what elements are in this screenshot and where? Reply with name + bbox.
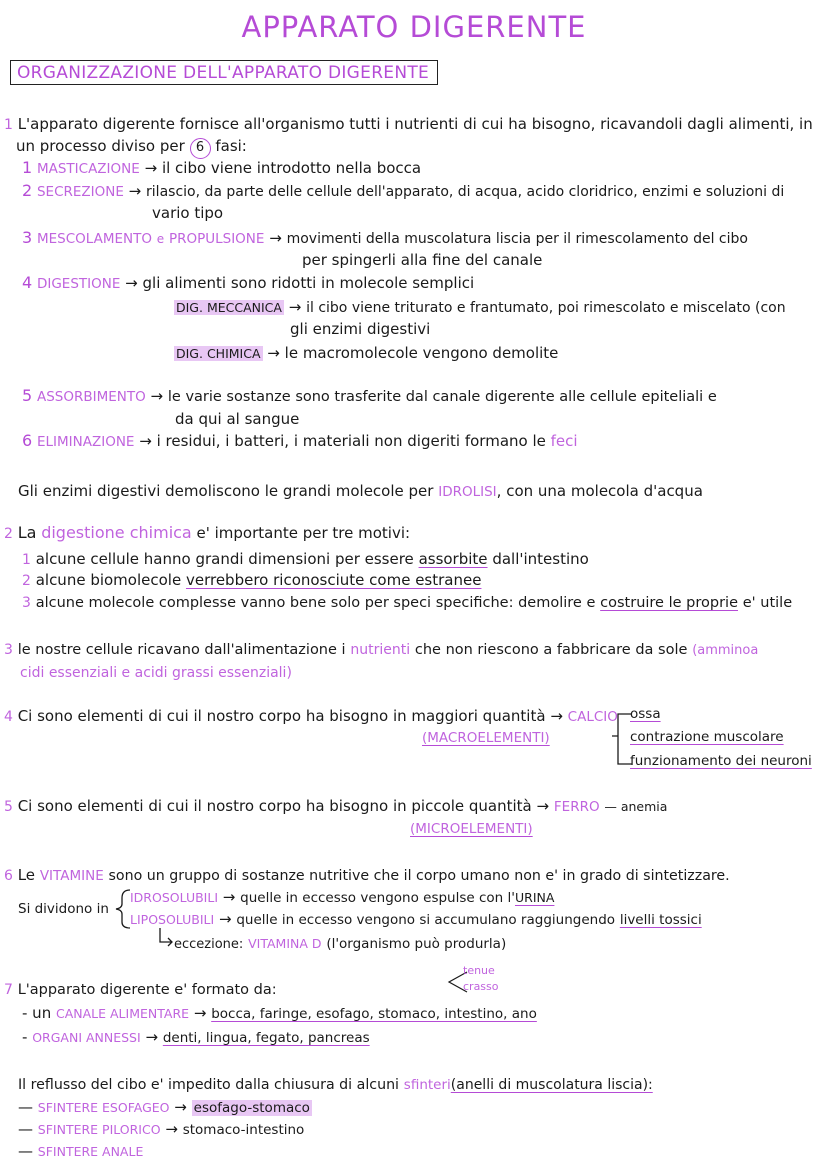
eccezione: eccezione: VITAMINA D (l'organismo può produrla) — [174, 936, 507, 952]
phase-3: 3 MESCOLAMENTO e PROPULSIONE → movimenti della muscolatura liscia per il rimescolamento del cibo — [22, 228, 748, 247]
phase-3-cont: per spingerli alla fine del canale — [302, 251, 543, 269]
phase-5-cont: da qui al sangue — [175, 410, 300, 428]
point-2-item-1: 1 alcune cellule hanno grandi dimensioni per essere assorbite dall'intestino — [22, 550, 589, 568]
organi-annessi: - ORGANI ANNESSI → denti, lingua, fegato, pancreas — [22, 1028, 370, 1046]
point-5: 5 Ci sono elementi di cui il nostro corpo ha bisogno in piccole quantità → FERRO — anemia — [4, 797, 668, 815]
point-7: 7 L'apparato digerente e' formato da: — [4, 982, 277, 998]
point-2-item-3: 3 alcune molecole complesse vanno bene solo per speci specifiche: demolire e costruire le proprie e' utile — [22, 595, 793, 611]
phase-1: 1 MASTICAZIONE → il cibo viene introdotto nella bocca — [22, 158, 422, 177]
dig-meccanica: DIG. MECCANICA → il cibo viene triturato e frantumato, poi rimescolato e miscelato (con — [176, 298, 786, 316]
calcio-branch-3: funzionamento dei neuroni — [630, 753, 812, 769]
phase-2-cont: vario tipo — [152, 204, 224, 222]
point-4: 4 Ci sono elementi di cui il nostro corpo ha bisogno in maggiori quantità → CALCIO — [4, 707, 618, 725]
idrosolubili: IDROSOLUBILI → quelle in eccesso vengono espulse con l'URINA — [130, 888, 555, 906]
point-2-item-2: 2 alcune biomolecole verrebbero riconosciute come estranee — [22, 571, 482, 589]
microelementi-label: (MICROELEMENTI) — [410, 821, 533, 837]
point-6: 6 Le VITAMINE sono un gruppo di sostanze nutritive che il corpo umano non e' in grado di sintetizzare. — [4, 866, 730, 884]
sfintere-anale: — SFINTERE ANALE — [18, 1142, 144, 1160]
page-title: APPARATO DIGERENTE — [241, 10, 587, 44]
sfintere-pilorico: — SFINTERE PILORICO → stomaco-intestino — [18, 1120, 305, 1138]
phase-6: 6 ELIMINAZIONE → i residui, i batteri, i materiali non digeriti formano le feci — [22, 431, 578, 450]
point-2: 2 La digestione chimica e' importante per tre motivi: — [4, 523, 411, 542]
reflusso-line: Il reflusso del cibo e' impedito dalla chiusura di alcuni sfinteri(anelli di muscolatura liscia): — [18, 1077, 653, 1093]
liposolubili: LIPOSOLUBILI → quelle in eccesso vengono si accumulano raggiungendo livelli tossici — [130, 910, 702, 928]
macroelementi-label: (MACROELEMENTI) — [422, 730, 550, 746]
dig-chimica: DIG. CHIMICA → le macromolecole vengono demolite — [176, 344, 559, 362]
phase-5: 5 ASSORBIMENTO → le varie sostanze sono trasferite dal canale digerente alle cellule epiteliali e — [22, 386, 717, 405]
crasso-label: crasso — [463, 980, 499, 993]
point-1-intro: 1 L'apparato digerente fornisce all'organismo tutti i nutrienti di cui ha bisogno, ricavandoli dagli alimenti, in — [4, 115, 813, 133]
point-3-cont: cidi essenziali e acidi grassi essenziali) — [20, 665, 292, 681]
point-1-intro-line2: un processo diviso per 6 fasi: — [16, 135, 247, 159]
enzymes-line: Gli enzimi digestivi demoliscono le grandi molecole per IDROLISI, con una molecola d'acqua — [18, 482, 703, 500]
phase-count-circle: 6 — [190, 138, 211, 159]
sfintere-esofageo: — SFINTERE ESOFAGEO → esofago-stomaco — [18, 1098, 310, 1116]
eccezione-arrow — [156, 926, 176, 948]
calcio-branch-2: contrazione muscolare — [630, 729, 784, 745]
tenue-label: tenue — [463, 964, 495, 977]
phase-2: 2 SECREZIONE → rilascio, da parte delle cellule dell'apparato, di acqua, acido cloridrico, enzimi e soluzioni di — [22, 181, 785, 200]
point-3: 3 le nostre cellule ricavano dall'alimentazione i nutrienti che non riescono a fabbricare da sole (amminoa — [4, 642, 759, 658]
canale-alimentare: - un CANALE ALIMENTARE → bocca, faringe, esofago, stomaco, intestino, ano — [22, 1004, 537, 1022]
vitamine-divide: Si dividono in — [18, 901, 109, 917]
calcio-branch-1: ossa — [630, 706, 661, 722]
section-title-box: ORGANIZZAZIONE DELL'APPARATO DIGERENTE — [10, 60, 438, 85]
phase-4: 4 DIGESTIONE → gli alimenti sono ridotti in molecole semplici — [22, 273, 475, 292]
dig-meccanica-cont: gli enzimi digestivi — [290, 320, 431, 338]
